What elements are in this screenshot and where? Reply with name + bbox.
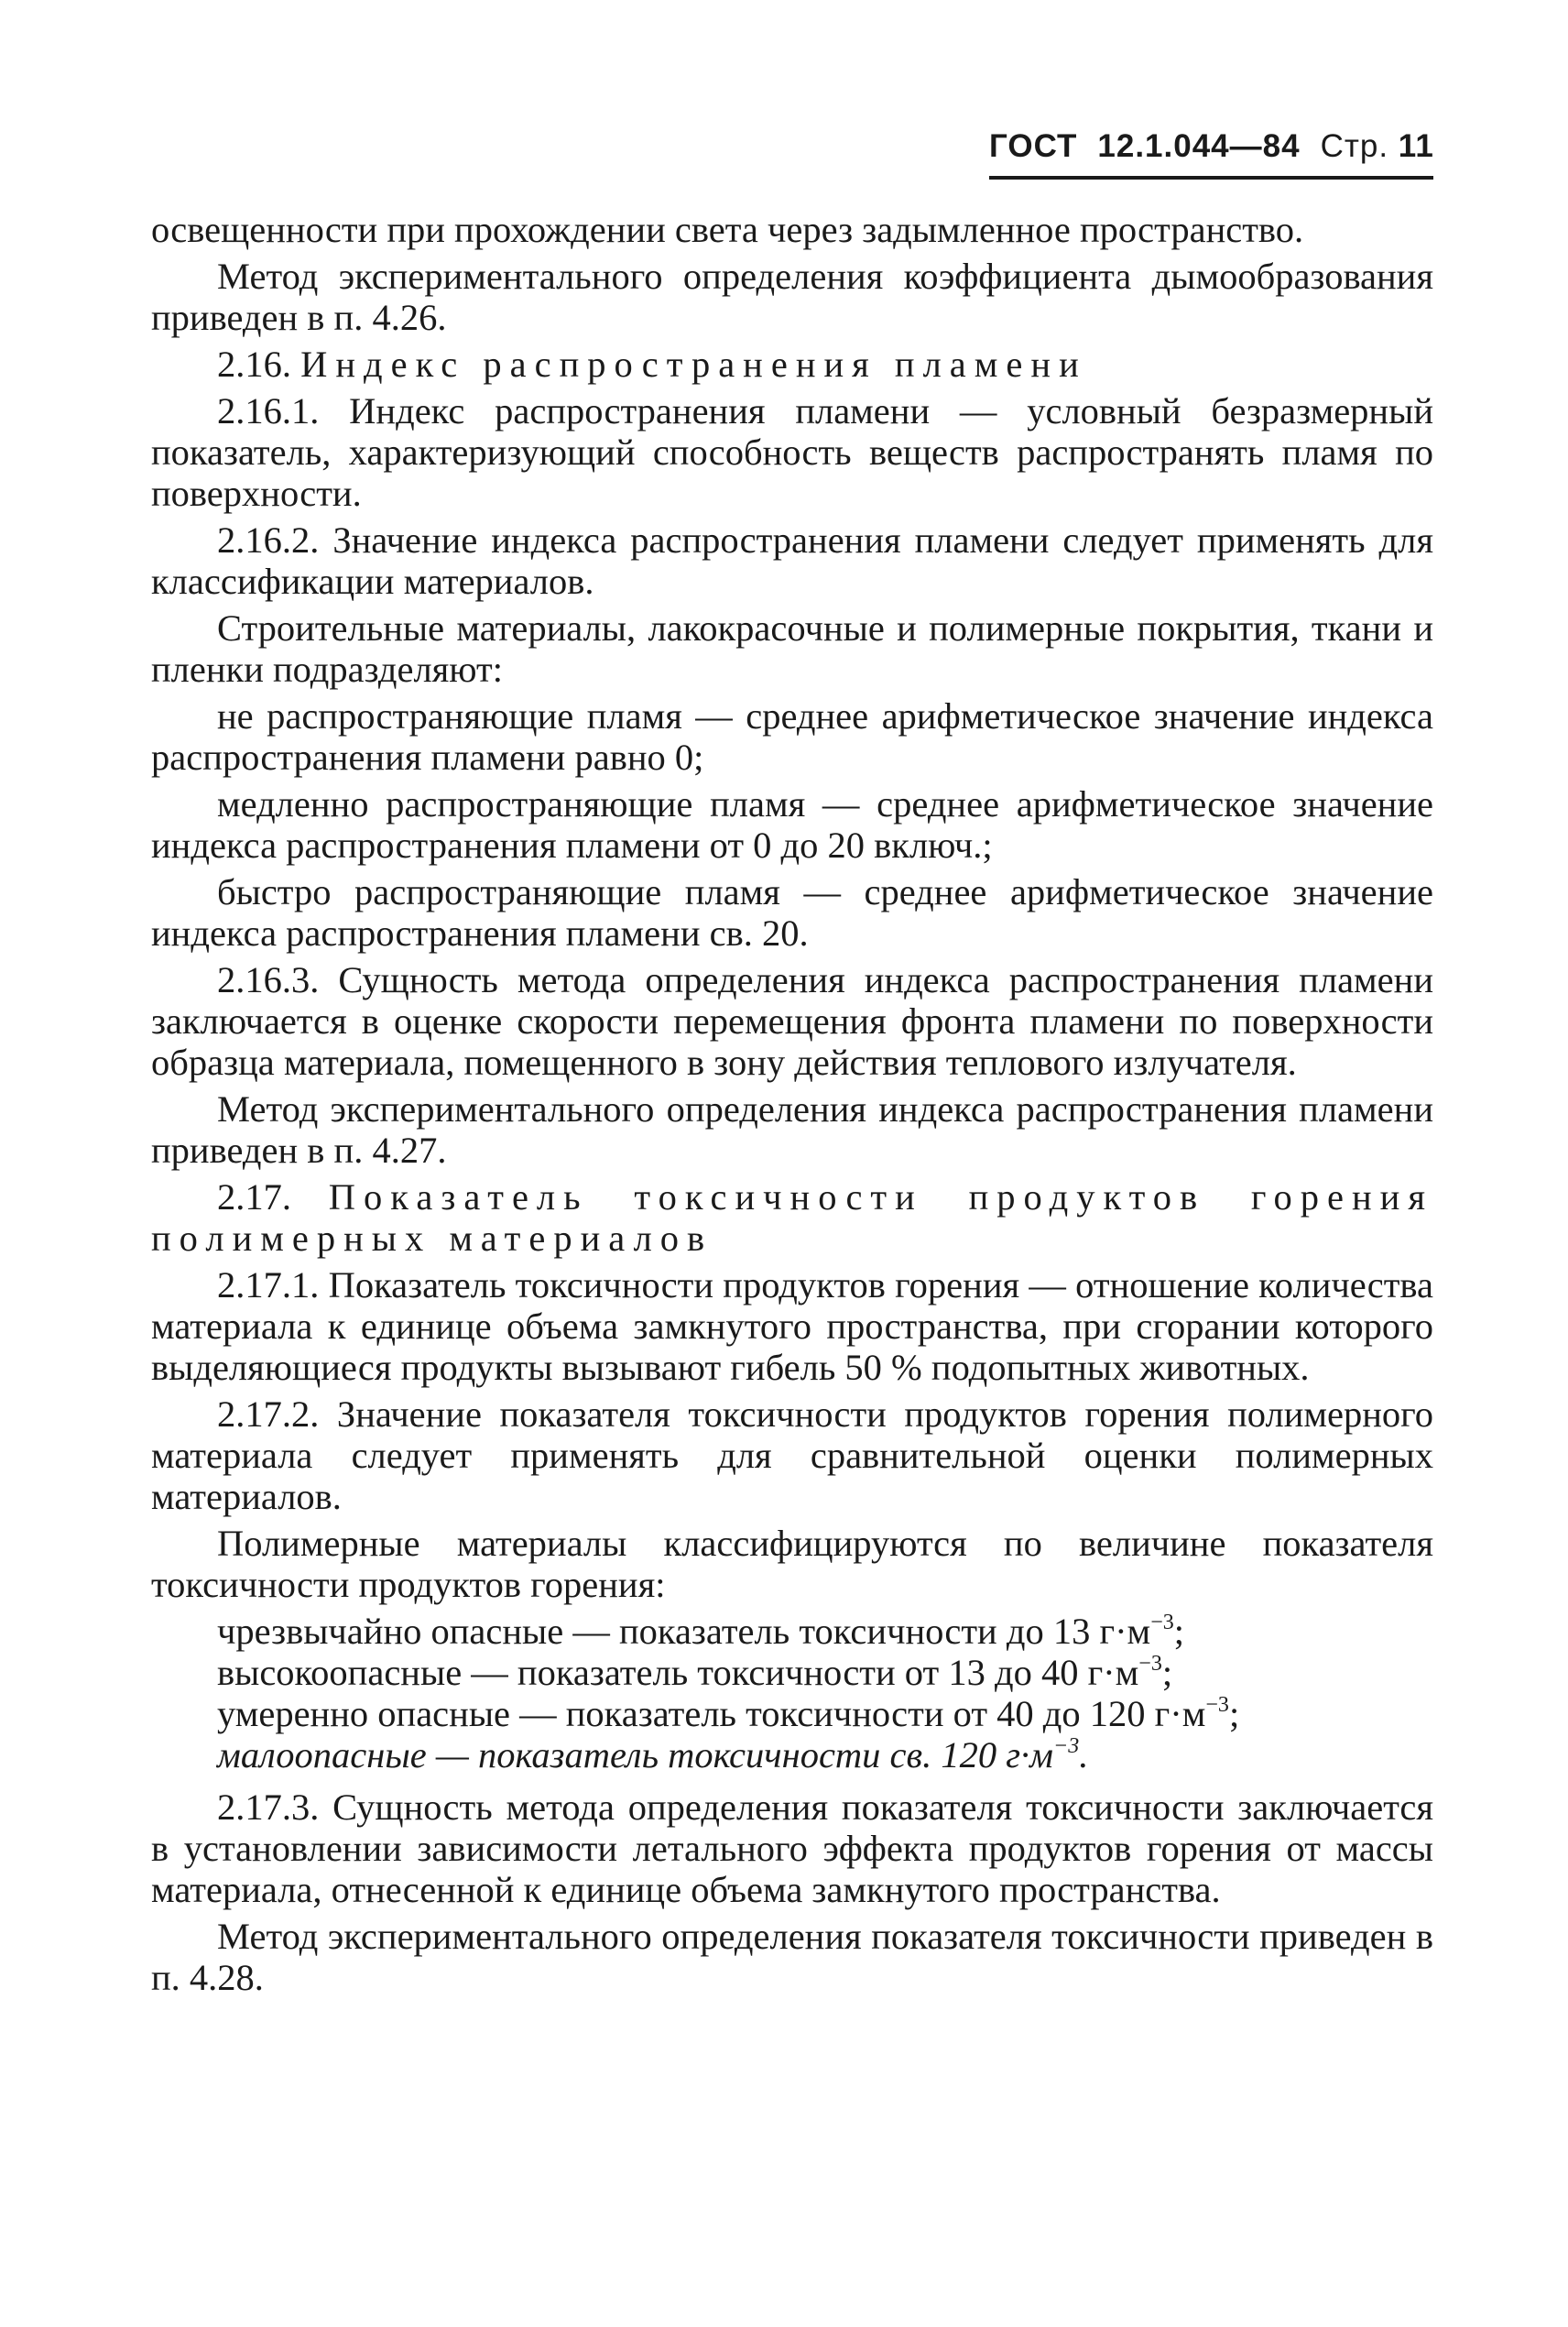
paragraph: 2.17.1. Показатель токсичности продуктов горения — отношение количества материала к единице объема замкнутого пространства, при сгорании которого выделяющиеся продукты вызывают гибель 50 % подопытных животных. <box>151 1264 1433 1388</box>
page-number: 11 <box>1398 128 1434 164</box>
page-header <box>989 128 1433 180</box>
section-heading-2-17 <box>151 1176 1433 1259</box>
list-item: высокоопасные — показатель токсичности от 13 до 40 $г\cdot м^{-3}$; <box>217 1652 1173 1693</box>
section-number: 2.16. <box>217 344 291 385</box>
section-title: Индекс распространения пламени <box>300 344 1087 385</box>
section-heading-2-16 <box>151 344 1433 385</box>
body-text <box>151 209 1433 2004</box>
list-paragraph: быстро распространяющие пламя — среднее арифметическое значение индекса распространения пламени св. 20. <box>151 871 1433 954</box>
list-paragraph: медленно распространяющие пламя — среднее арифметическое значение индекса распространения пламени от 0 до 20 включ.; <box>151 783 1433 866</box>
paragraph: освещенности при прохождении света через задымленное пространство. <box>151 209 1304 250</box>
page-label: Стр. <box>1320 128 1389 164</box>
list-item: чрезвычайно опасные — показатель токсичности до 13 $г\cdot м^{-3}$; <box>217 1611 1184 1652</box>
paragraph: Полимерные материалы классифицируются по величине показателя токсичности продуктов горения: <box>151 1523 1433 1605</box>
list-item: малоопасные — показатель токсичности св. 120 $г\cdot м^{-3}$. <box>217 1734 1089 1775</box>
paragraph: Метод экспериментального определения индекса распространения пламени приведен в п. 4.27. <box>151 1088 1433 1171</box>
list-item: умеренно опасные — показатель токсичности от 40 до 120 $г\cdot м^{-3}$; <box>217 1693 1240 1734</box>
standard-number: 12.1.044—84 <box>1097 128 1301 164</box>
header-rule <box>989 176 1433 180</box>
toxicity-class-list <box>151 1611 1433 1775</box>
paragraph: 2.17.2. Значение показателя токсичности продуктов горения полимерного материала следует применять для сравнительной оценки полимерных материалов. <box>151 1393 1433 1517</box>
paragraph: 2.16.1. Индекс распространения пламени — условный безразмерный показатель, характеризующий способность веществ распространять пламя по поверхности. <box>151 390 1433 514</box>
paragraph: Метод экспериментального определения показателя токсичности приведен в п. 4.28. <box>151 1916 1433 1998</box>
paragraph: Метод экспериментального определения коэффициента дымообразования приведен в п. 4.26. <box>151 256 1433 338</box>
standard-label: ГОСТ <box>989 128 1078 164</box>
paragraph: 2.16.3. Сущность метода определения индекса распространения пламени заключается в оценке скорости перемещения фронта пламени по поверхности образца материала, помещенного в зону действия теплового излучателя. <box>151 959 1433 1083</box>
paragraph: 2.16.2. Значение индекса распространения пламени следует применять для классификации материалов. <box>151 519 1433 602</box>
paragraph: Строительные материалы, лакокрасочные и полимерные покрытия, ткани и пленки подразделяют: <box>151 607 1433 690</box>
list-paragraph: не распространяющие пламя — среднее арифметическое значение индекса распространения пламени равно 0; <box>151 695 1433 778</box>
paragraph: 2.17.3. Сущность метода определения показателя токсичности заключается в установлении зависимости летального эффекта продуктов горения от массы материала, отнесенной к единице объема замкнутого пространства. <box>151 1786 1433 1910</box>
section-number: 2.17. <box>217 1176 291 1218</box>
section-title: Показатель токсичности продуктов горения полимерных материалов <box>151 1176 1433 1259</box>
